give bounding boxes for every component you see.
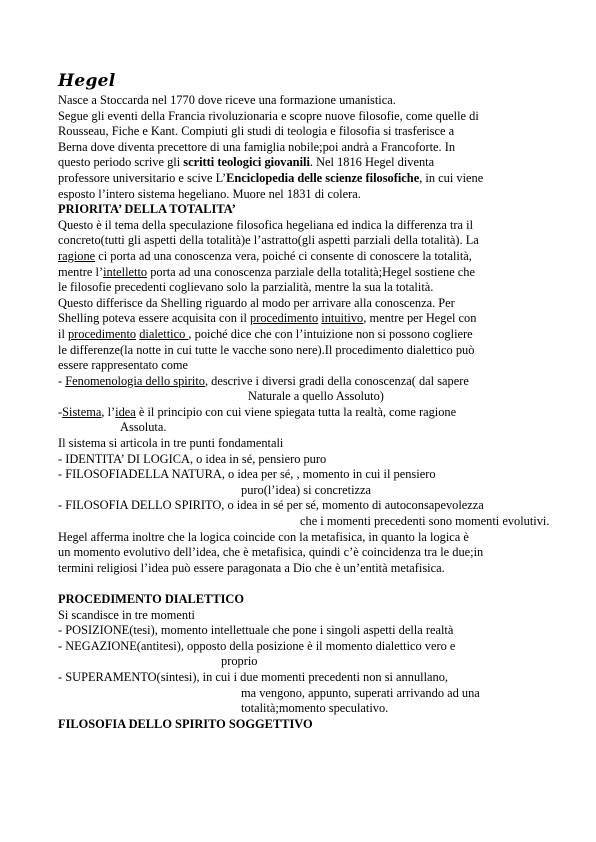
- list-item-continuation: puro(l’idea) si concretizza: [241, 482, 372, 497]
- body-line: [58, 265, 548, 281]
- intro-line: [58, 171, 548, 187]
- underlined-term: idea: [115, 404, 136, 419]
- intro-line: [58, 155, 548, 171]
- underlined-term: intuitivo: [321, 311, 364, 326]
- bold-term: Enciclopedia delle scienze filosofiche: [226, 170, 420, 185]
- body-line: termini religiosi l’idea può essere paragonata a Dio che è un’entità metafisica.: [58, 560, 445, 575]
- intro-line: Nasce a Stoccarda nel 1770 dove riceve una formazione umanistica.: [58, 93, 396, 107]
- bold-term: scritti teologici giovanili: [183, 155, 310, 170]
- text-run: , descrive i diversi gradi della conoscenza( dal sapere: [204, 373, 469, 388]
- underlined-term: Sistema: [62, 404, 102, 419]
- list-item: - POSIZIONE(tesi), momento intellettuale che pone i singoli aspetti della realtà: [58, 623, 454, 638]
- underlined-term: dialettico: [139, 326, 189, 341]
- body-line: [58, 327, 548, 343]
- text-run: -: [58, 373, 66, 388]
- body-line: un momento evolutivo dell’idea, che è metafisica, quindi c’è coincidenza tra le due;in: [58, 545, 484, 560]
- list-item-continuation: ma vengono, appunto, superati arrivando ad una: [241, 685, 480, 700]
- list-item: - FILOSOFIADELLA NATURA, o idea per sé, , momento in cui il pensiero: [58, 467, 436, 482]
- underlined-term: Fenomenologia dello spirito: [65, 373, 205, 388]
- page-title: Hegel: [58, 71, 116, 91]
- list-item: - IDENTITA’ DI LOGICA, o idea in sé, pensiero puro: [58, 451, 327, 466]
- section-heading: FILOSOFIA DELLO SPIRITO SOGGETTIVO: [58, 716, 313, 731]
- body-line: le filosofie precedenti coglievano solo la parzialità, mentre la sua la totalità.: [58, 280, 434, 295]
- intro-line: Berna dove diventa precettore di una famiglia nobile;poi andrà a Francoforte. In: [58, 139, 456, 154]
- text-run: , l’: [101, 404, 116, 419]
- text-run: porta ad una conoscenza parziale della totalità;Hegel sostiene che: [147, 264, 475, 279]
- text-run: professore universitario e scive L’: [58, 170, 227, 185]
- list-item-continuation: proprio: [221, 654, 258, 669]
- list-item-continuation: che i momenti precedenti sono momenti evolutivi.: [300, 514, 550, 529]
- text-run: il: [58, 326, 68, 341]
- list-item-continuation: Naturale a quello Assoluto): [248, 389, 384, 404]
- list-item: - SUPERAMENTO(sintesi), in cui i due momenti precedenti non si annullano,: [58, 669, 449, 684]
- body-line: concreto(tutti gli aspetti della totalità)e l’astratto(gli aspetti parziali della totalità). La: [58, 233, 479, 248]
- list-item: [58, 405, 548, 421]
- text-run: questo periodo scrive gli: [58, 155, 184, 170]
- section-heading: PRIORITA’ DELLA TOTALITA’: [58, 202, 236, 217]
- body-line: Il sistema si articola in tre punti fondamentali: [58, 436, 284, 451]
- section-heading: PROCEDIMENTO DIALETTICO: [58, 592, 245, 606]
- list-item: - FILOSOFIA DELLO SPIRITO, o idea in sé per sé, momento di autoconsapevolezza: [58, 498, 484, 513]
- text-run: ci porta ad una conoscenza vera, poiché ci consente di conoscere la totalità,: [95, 248, 472, 263]
- text-run: Shelling poteva essere acquisita con il: [58, 311, 251, 326]
- intro-line: esposto l’intero sistema hegeliano. Muore nel 1831 di colera.: [58, 186, 361, 201]
- body-line: Hegel afferma inoltre che la logica coincide con la metafisica, in quanto la logica è: [58, 529, 469, 544]
- underlined-term: ragione: [58, 248, 96, 263]
- list-item: [58, 374, 548, 390]
- body-line: Questo differisce da Shelling riguardo al modo per arrivare alla conoscenza. Per: [58, 295, 455, 310]
- text-run: , mentre per Hegel con: [363, 311, 477, 326]
- body-line: [58, 249, 548, 265]
- body-line: Questo è il tema della speculazione filosofica hegeliana ed indica la differenza tra il: [58, 217, 474, 232]
- list-item-continuation: Assoluta.: [120, 420, 167, 435]
- text-run: , in cui viene: [419, 170, 484, 185]
- text-run: -: [58, 404, 63, 419]
- intro-line: Segue gli eventi della Francia rivoluzionaria e scopre nuove filosofie, come quelle di: [58, 108, 479, 123]
- underlined-term: procedimento: [67, 326, 137, 341]
- body-line: [58, 311, 548, 327]
- underlined-term: intelletto: [103, 264, 148, 279]
- body-line: Si scandisce in tre momenti: [58, 607, 195, 622]
- blank-line: [58, 576, 548, 592]
- document-page: [58, 70, 548, 732]
- body-line: essere rappresentato come: [58, 358, 189, 373]
- intro-line: Rousseau, Fiche e Kant. Compiuti gli studi di teologia e filosofia si trasferisce a: [58, 124, 455, 139]
- text-run: mentre l’: [58, 264, 104, 279]
- body-line: le differenze(la notte in cui tutte le vacche sono nere).Il procedimento dialettico può: [58, 342, 475, 357]
- list-item: - NEGAZIONE(antitesi), opposto della posizione è il momento dialettico vero e: [58, 638, 456, 653]
- underlined-term: procedimento: [250, 311, 319, 326]
- text-run: , poiché dice che con l’intuizione non si possono cogliere: [188, 326, 473, 341]
- list-item-continuation: totalità;momento speculativo.: [241, 701, 389, 716]
- text-run: . Nel 1816 Hegel diventa: [309, 155, 435, 170]
- text-run: è il principio con cui viene spiegata tutta la realtà, come ragione: [135, 404, 457, 419]
